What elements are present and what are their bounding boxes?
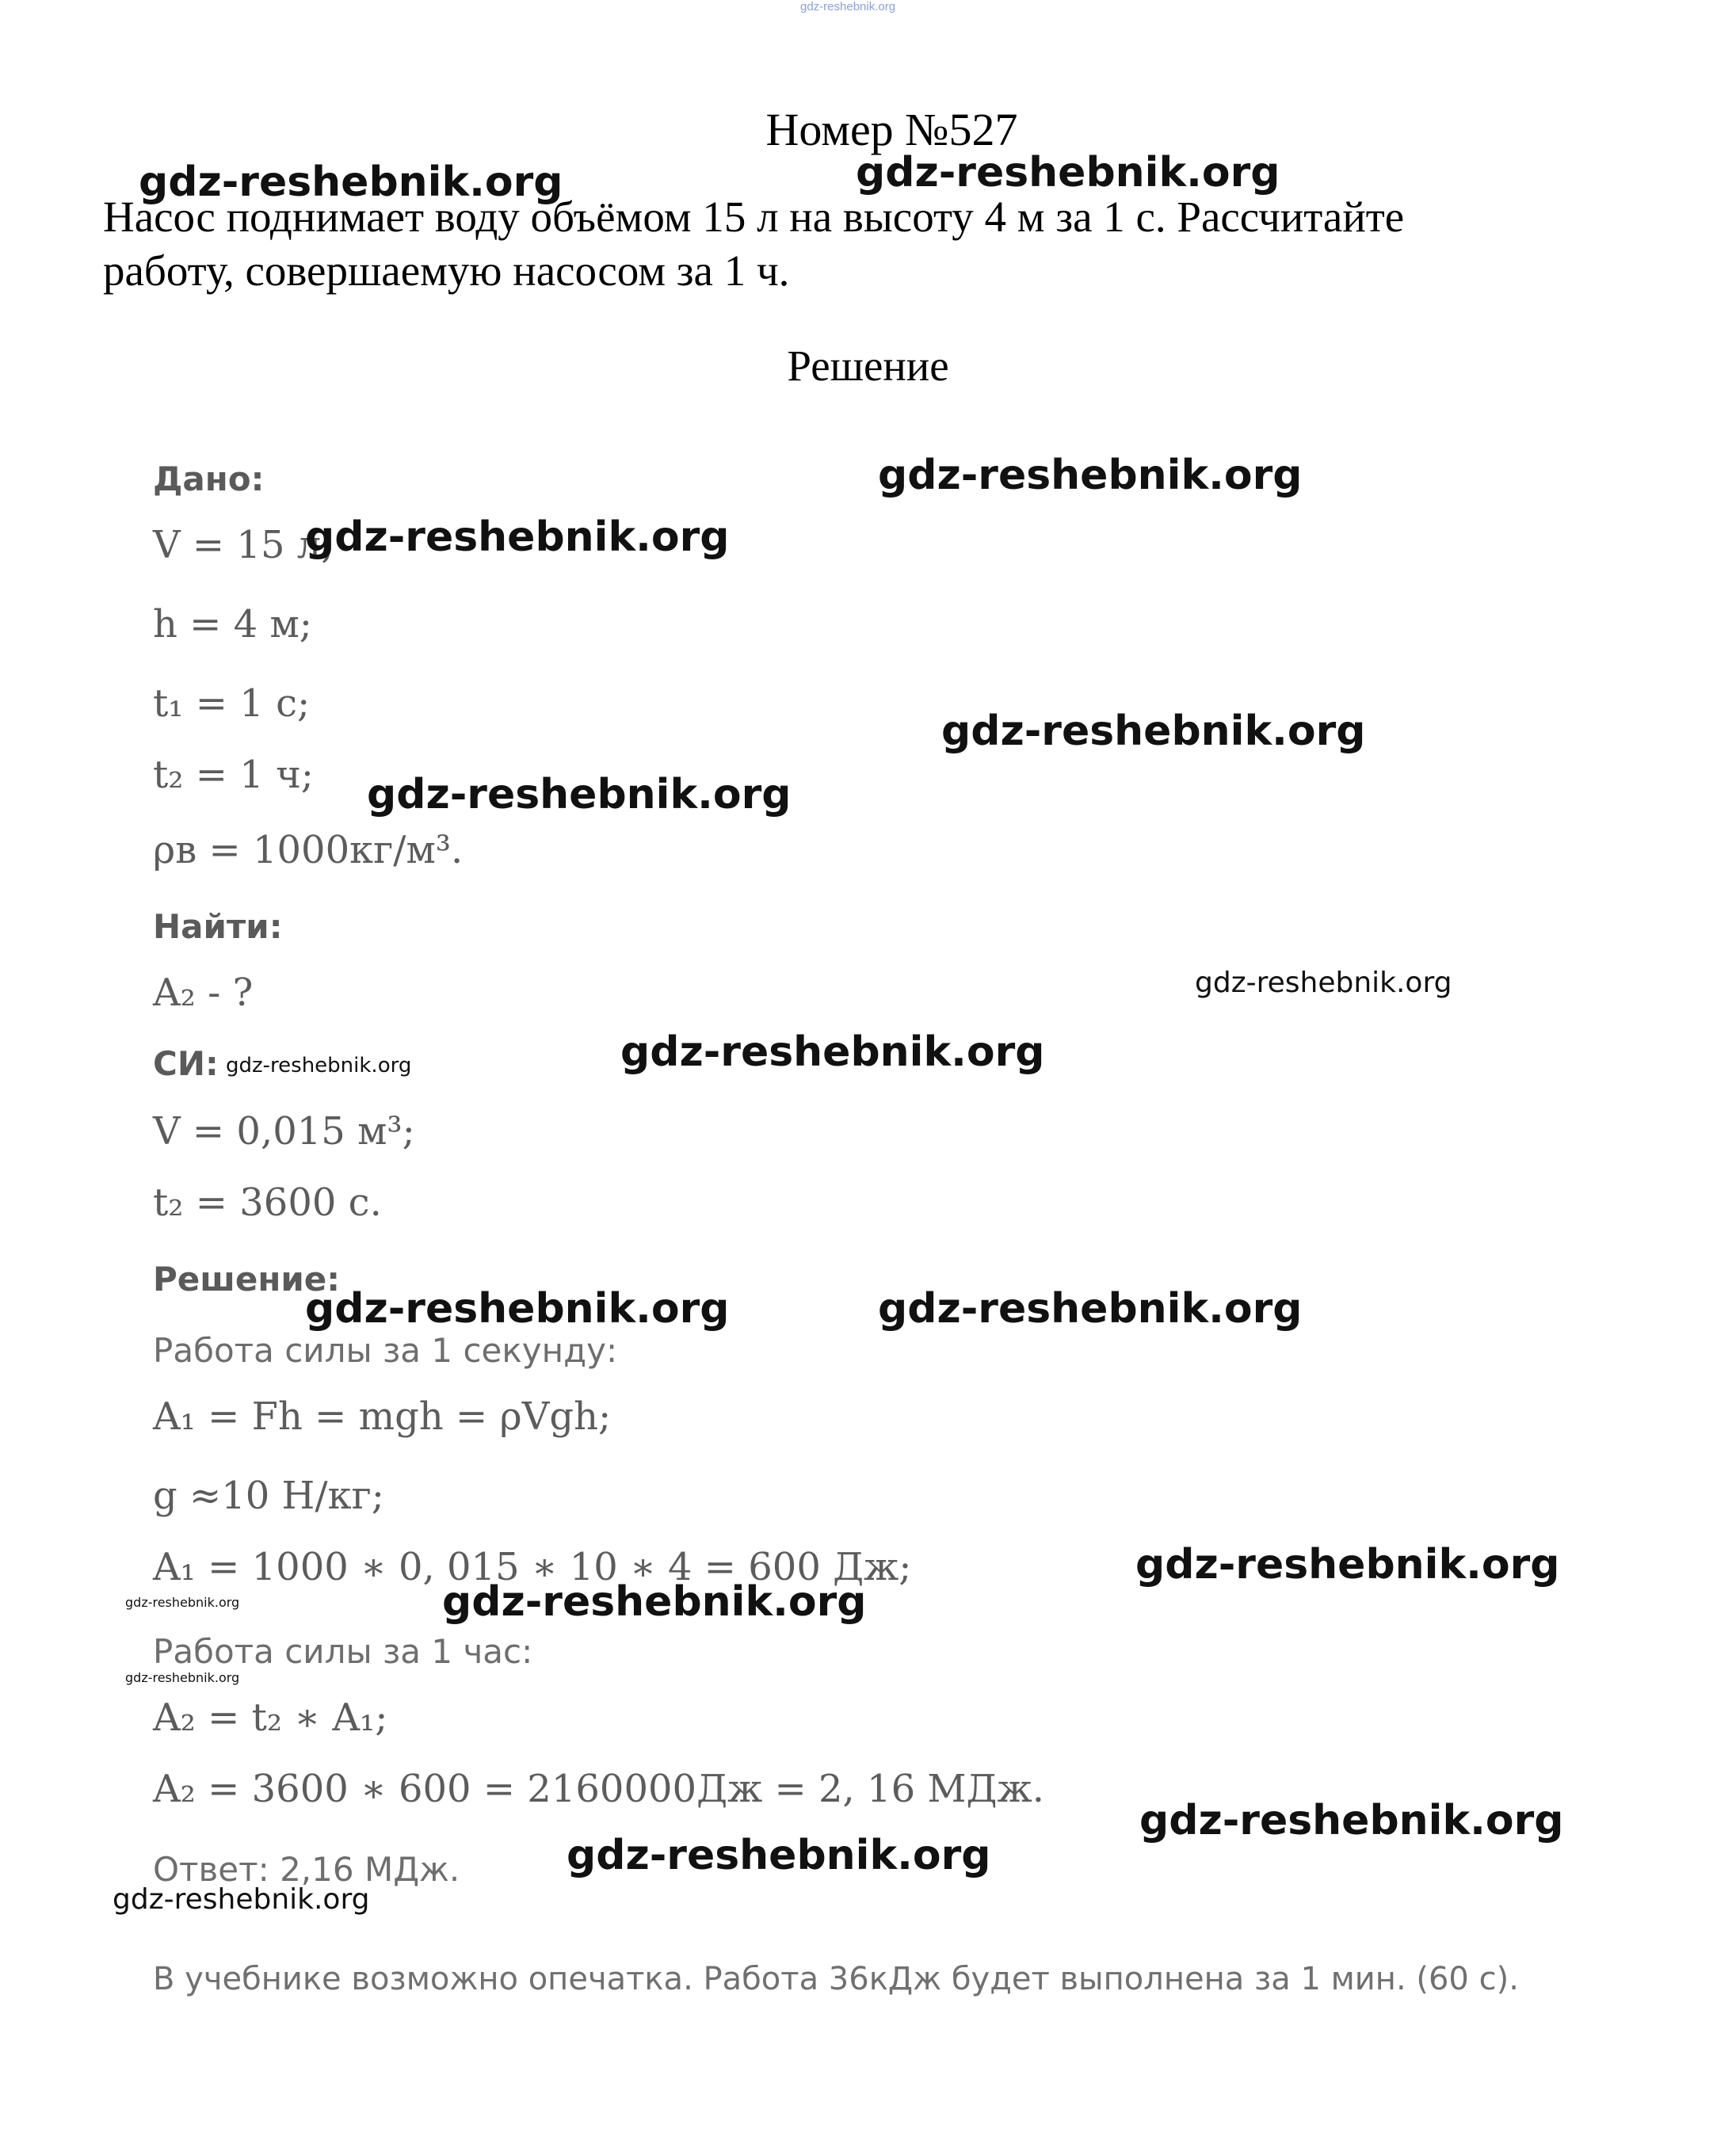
watermark: gdz-reshebnik.org bbox=[442, 1578, 867, 1626]
solution-label: Решение: bbox=[153, 1260, 341, 1299]
find-value: A₂ - ? bbox=[153, 971, 254, 1015]
work-1-label: Работа силы за 1 секунду: bbox=[153, 1331, 618, 1370]
si-time-2: t₂ = 3600 с. bbox=[153, 1180, 382, 1225]
solution-heading-text: Решение bbox=[787, 341, 949, 390]
site-mark-top: gdz-reshebnik.org bbox=[800, 0, 896, 13]
given-time-1: t₁ = 1 с; bbox=[153, 681, 311, 726]
watermark: gdz-reshebnik.org bbox=[620, 1028, 1045, 1076]
watermark: gdz-reshebnik.org bbox=[305, 1285, 730, 1333]
watermark: gdz-reshebnik.org bbox=[878, 1285, 1303, 1333]
calc-1: A₁ = 1000 ∗ 0, 015 ∗ 10 ∗ 4 = 600 Дж; bbox=[153, 1545, 912, 1589]
watermark: gdz-reshebnik.org bbox=[1139, 1797, 1564, 1844]
formula-1: A₁ = Fh = mgh = ρVgh; bbox=[153, 1394, 612, 1439]
solution-heading bbox=[0, 341, 1736, 391]
watermark: gdz-reshebnik.org bbox=[305, 513, 730, 561]
watermark: gdz-reshebnik.org bbox=[125, 1670, 240, 1685]
calc-2: A₂ = 3600 ∗ 600 = 2160000Дж = 2, 16 МДж. bbox=[153, 1767, 1044, 1811]
answer: Ответ: 2,16 МДж. bbox=[153, 1850, 460, 1889]
page-title-text: Номер №527 bbox=[765, 104, 1018, 155]
watermark: gdz-reshebnik.org bbox=[113, 1883, 370, 1916]
watermark: gdz-reshebnik.org bbox=[856, 149, 1280, 196]
given-label: Дано: bbox=[153, 460, 265, 498]
g-value: g ≈10 Н/кг; bbox=[153, 1474, 384, 1518]
watermark: gdz-reshebnik.org bbox=[941, 708, 1366, 755]
formula-2: A₂ = t₂ ∗ A₁; bbox=[153, 1695, 388, 1740]
given-height: h = 4 м; bbox=[153, 602, 312, 646]
given-density: ρв = 1000кг/м³. bbox=[153, 828, 464, 872]
page-title bbox=[0, 103, 1736, 156]
watermark: gdz-reshebnik.org bbox=[226, 1054, 412, 1078]
find-label: Найти: bbox=[153, 907, 283, 946]
work-2-label: Работа силы за 1 час: bbox=[153, 1632, 533, 1671]
typo-note: В учебнике возможно опечатка. Работа 36кДж будет выполнена за 1 мин. (60 с). bbox=[153, 1961, 1519, 1997]
given-time-2: t₂ = 1 ч; bbox=[153, 753, 314, 797]
si-label: СИ: bbox=[153, 1044, 219, 1083]
watermark: gdz-reshebnik.org bbox=[139, 158, 563, 206]
watermark: gdz-reshebnik.org bbox=[125, 1595, 240, 1610]
watermark: gdz-reshebnik.org bbox=[1195, 967, 1452, 999]
watermark: gdz-reshebnik.org bbox=[567, 1832, 991, 1879]
given-volume: V = 15 л; bbox=[153, 523, 334, 567]
watermark: gdz-reshebnik.org bbox=[367, 771, 792, 818]
watermark: gdz-reshebnik.org bbox=[878, 452, 1303, 499]
task-text: Насос поднимает воду объёмом 15 л на высоту 4 м за 1 с. Рассчитайте работу, совершаемую насосом за 1 ч. bbox=[103, 193, 1405, 295]
watermark: gdz-reshebnik.org bbox=[1135, 1541, 1560, 1589]
si-volume: V = 0,015 м³; bbox=[153, 1109, 415, 1154]
